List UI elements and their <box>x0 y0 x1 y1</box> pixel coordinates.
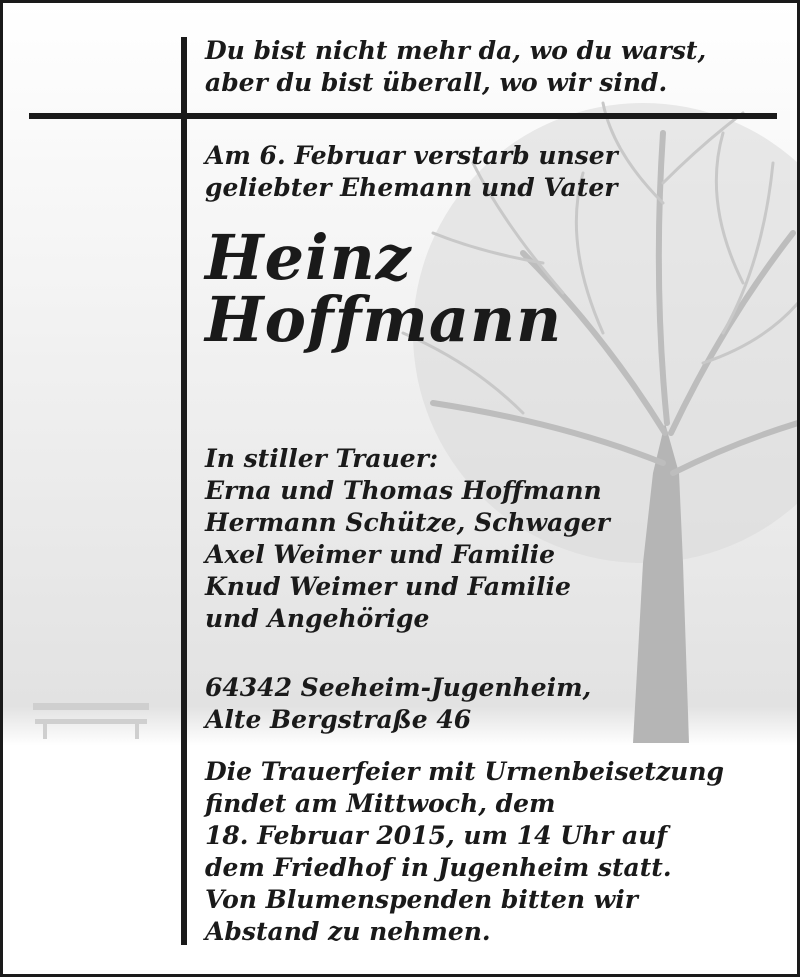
address-line: Alte Bergstraße 46 <box>205 705 472 734</box>
deceased-name <box>205 221 563 356</box>
quote-line: aber du bist überall, wo wir sind. <box>205 68 668 97</box>
mourner-name: Erna und Thomas Hoffmann <box>205 476 602 505</box>
mourner-name: Axel Weimer und Familie <box>205 540 556 569</box>
funeral-line: 18. Februar 2015, um 14 Uhr auf <box>205 821 668 850</box>
deceased-first-name: Heinz <box>205 221 412 294</box>
funeral-line: Die Trauerfeier mit Urnenbeisetzung <box>205 757 725 786</box>
deceased-last-name: Hoffmann <box>205 283 563 356</box>
intro-line: geliebter Ehemann und Vater <box>205 173 618 202</box>
funeral-line: Abstand zu nehmen. <box>205 917 491 946</box>
funeral-line: dem Friedhof in Jugenheim statt. <box>205 853 672 882</box>
mourner-name: Knud Weimer und Familie <box>205 572 571 601</box>
mourners-heading: In stiller Trauer: <box>205 444 439 473</box>
funeral-line: Von Blumenspenden bitten wir <box>205 885 638 914</box>
memorial-quote <box>205 35 706 99</box>
cross-vertical-beam <box>181 37 187 945</box>
death-announcement <box>205 140 618 204</box>
mourners-list <box>205 443 610 635</box>
intro-line: Am 6. Februar verstarb unser <box>205 141 618 170</box>
cross-horizontal-beam <box>29 113 777 119</box>
address-line: 64342 Seeheim-Jugenheim, <box>205 673 592 702</box>
mourner-name: und Angehörige <box>205 604 430 633</box>
quote-line: Du bist nicht mehr da, wo du warst, <box>205 36 707 65</box>
funeral-line: findet am Mittwoch, dem <box>205 789 556 818</box>
funeral-details <box>205 756 724 948</box>
mourner-name: Hermann Schütze, Schwager <box>205 508 610 537</box>
family-address <box>205 672 591 736</box>
